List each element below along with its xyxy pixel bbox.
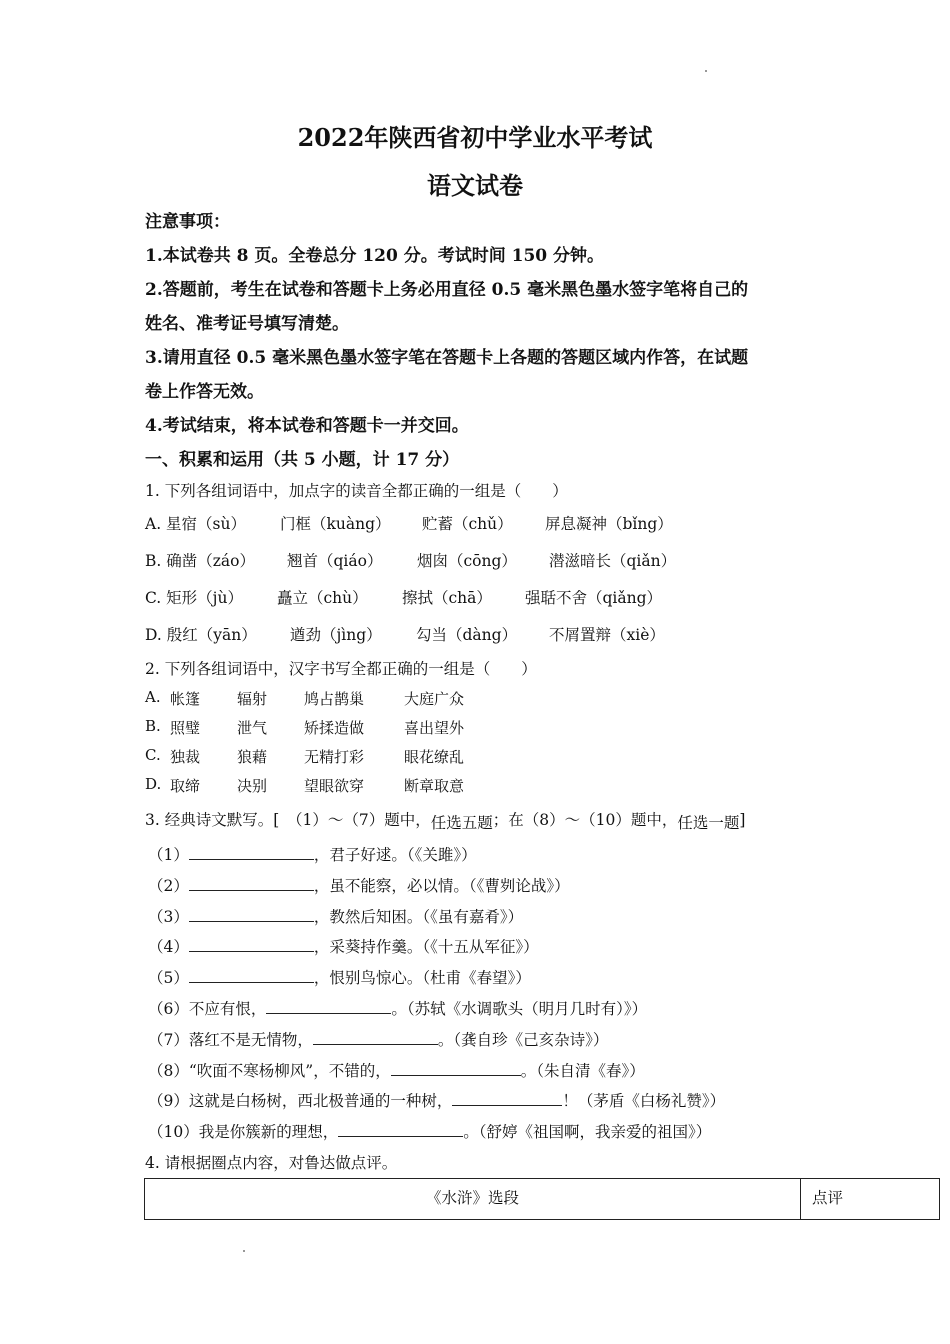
notice-item-1: 1.本试卷共 8 页。全卷总分 120 分。考试时间 150 分钟。 [145, 246, 605, 266]
answer-blank [189, 845, 314, 860]
commentary-table [144, 1178, 940, 1220]
notice-item-3-cont: 卷上作答无效。 [145, 382, 264, 402]
q3-item-5: （5） ，恨别鸟惊心。（杜甫《春望》） [148, 969, 531, 987]
exam-title: 2022年陕西省初中学业水平考试 [297, 123, 653, 152]
notice-item-3: 3.请用直径 0.5 毫米黑色墨水签字笔在答题卡上各题的答题区域内作答，在试题 [145, 348, 749, 368]
q3-item-7: （7）落红不是无情物， 。（龚自珍《己亥杂诗》） [148, 1031, 609, 1049]
answer-blank [313, 1030, 438, 1045]
exam-page: 2022年陕西省初中学业水平考试 语文试卷 注意事项： 1.本试卷共 8 页。全卷总分 120 分。考试时间 150 分钟。 2.答题前，考生在试卷和答题卡上务必用直径 0.5 毫米黑色墨水签字笔将自己的 姓名、准考证号填写清楚。 3.请用直径 0.5 毫米黑色墨水签字笔在答题卡上各题的答题区域内作答，在试题 卷上作答无效。 4.考试结束，将本试卷和答题卡一并交回。 一、积累和运用（共 5 小题，计 17 分） 1. 下列各组词语中，加点字的读音全都正确的一组是（ ） A. 星宿（sù） 门框（kuàng） 贮蓄（chǔ） 屏息凝神（bǐng） B. 确凿（záo） 翘首（qiáo） 烟囱（cōng） 潜滋暗长（qiǎn） C. 矩形（jù） 矗立（chù） 擦拭（chā） 强聒不舍（qiǎng） D. 殷红（yān） 遒劲（jìng） 勾当（dàng） 不屑置辩（xiè） 2. 下列各组词语中，汉字书写全都正确的一组是（ ） A. 帐篷 辐射 鸠占鹊巢 大庭广众 B. 照璧 泄气 矫揉造做 喜出望外 C. 独裁 狼藉 无精打彩 眼花缭乱 D. 取缔 决别 望眼欲穿 断章取意 3. 经典诗文默写。[ （1）～（7）题中，任选五题；在（8）～（10）题中，任选一题] （1） ，君子好逑。（《关雎》） （2） ，虽不能察，必以情。（《曹刿论战》） （3） ，教然后知困。（《虽有嘉肴》） （4） ，采葵持作羹。（《十五从军征》） （5） ，恨别鸟惊心。（杜甫《春望》） （6）不应有恨， 。（苏轼《水调歌头（明月几时有）》） （7）落红不是无情物， 。（龚自珍《己亥杂诗》） （8）“吹面不寒杨柳风”，不错的， 。（朱自清《春》） （9）这就是白杨树，西北极普通的一种树， ！（茅盾《白杨礼赞》） （10）我是你簇新的理想， 。（舒婷《祖国啊，我亲爱的祖国》） 4. 请根据圈点内容，对鲁达做点评。 《水浒》选段 点评 [0, 0, 950, 1344]
answer-blank [189, 968, 314, 983]
answer-blank [189, 937, 314, 952]
question-4-stem: 4. 请根据圈点内容，对鲁达做点评。 [145, 1154, 398, 1172]
q3-item-1: （1） ，君子好逑。（《关雎》） [148, 846, 477, 864]
notice-heading: 注意事项： [145, 212, 230, 232]
answer-blank [338, 1122, 463, 1137]
q3-item-10: （10）我是你簇新的理想， 。（舒婷《祖国啊，我亲爱的祖国》） [148, 1123, 712, 1141]
question-1-stem: 1. 下列各组词语中，加点字的读音全都正确的一组是（ ） [145, 482, 568, 500]
q3-item-2: （2） ，虽不能察，必以情。（《曹刿论战》） [148, 877, 570, 895]
q3-item-3: （3） ，教然后知困。（《虽有嘉肴》） [148, 908, 524, 926]
question-3-stem: 3. 经典诗文默写。[ （1）～（7）题中，任选五题；在（8）～（10）题中，任选一题] [145, 811, 746, 832]
scan-dot [705, 70, 707, 72]
q3-item-6: （6）不应有恨， 。（苏轼《水调歌头（明月几时有）》） [148, 1000, 648, 1018]
notice-item-4: 4.考试结束，将本试卷和答题卡一并交回。 [145, 416, 469, 436]
section-heading: 一、积累和运用（共 5 小题，计 17 分） [145, 450, 460, 470]
q3-item-9: （9）这就是白杨树，西北极普通的一种树， ！（茅盾《白杨礼赞》） [148, 1092, 726, 1110]
q3-item-4: （4） ，采葵持作羹。（《十五从军征》） [148, 938, 539, 956]
scan-dot [243, 1250, 245, 1252]
table-header-comment: 点评 [812, 1189, 844, 1207]
q3-item-8: （8）“吹面不寒杨柳风”，不错的， 。（朱自清《春》） [148, 1062, 645, 1080]
answer-blank [391, 1061, 521, 1076]
answer-blank [189, 907, 314, 922]
exam-subtitle: 语文试卷 [427, 171, 523, 200]
table-header-excerpt: 《水浒》选段 [145, 1179, 801, 1219]
answer-blank [452, 1091, 562, 1106]
answer-blank [189, 876, 314, 891]
question-2-stem: 2. 下列各组词语中，汉字书写全都正确的一组是（ ） [145, 660, 537, 678]
answer-blank [266, 999, 391, 1014]
notice-item-2-cont: 姓名、准考证号填写清楚。 [145, 314, 349, 334]
notice-item-2: 2.答题前，考生在试卷和答题卡上务必用直径 0.5 毫米黑色墨水签字笔将自己的 [145, 280, 749, 300]
